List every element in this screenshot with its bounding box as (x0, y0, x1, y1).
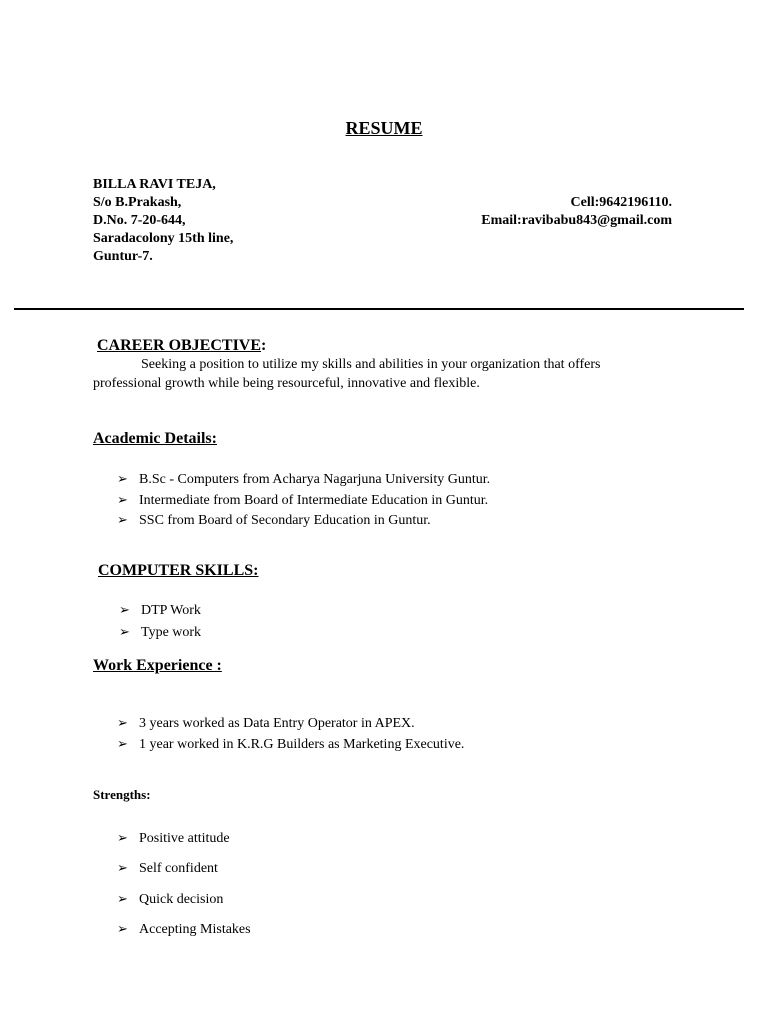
list-item (117, 490, 490, 511)
list-item (119, 600, 201, 622)
computer-skills-heading: COMPUTER SKILLS: (98, 562, 259, 579)
career-objective-heading-text: CAREER OBJECTIVE (97, 337, 262, 354)
skills-list (119, 600, 201, 643)
arrow-bullet-icon: ➢ (117, 736, 128, 751)
list-item (117, 510, 490, 531)
arrow-bullet-icon: ➢ (117, 471, 128, 486)
academic-item: SSC from Board of Secondary Education in Guntur. (139, 513, 431, 528)
experience-item: 1 year worked in K.R.G Builders as Marketing Executive. (139, 737, 465, 752)
contact-door: D.No. 7-20-644, (93, 213, 186, 228)
work-experience-heading: Work Experience : (93, 657, 222, 674)
strengths-list (117, 823, 251, 944)
contact-city: Guntur-7. (93, 249, 153, 264)
divider (14, 308, 744, 310)
strength-item: Self confident (139, 861, 218, 877)
list-item (117, 853, 251, 883)
skill-item: Type work (141, 624, 202, 640)
arrow-bullet-icon: ➢ (117, 890, 128, 906)
arrow-bullet-icon: ➢ (117, 830, 128, 845)
list-item (117, 734, 464, 755)
list-item (117, 823, 251, 853)
experience-item: 3 years worked as Data Entry Operator in APEX. (139, 716, 415, 731)
list-item (117, 713, 464, 734)
academic-item: B.Sc - Computers from Acharya Nagarjuna University Guntur. (139, 472, 491, 487)
page-title: RESUME (345, 118, 423, 138)
career-objective-line-1: Seeking a position to utilize my skills and abilities in your organization that offers (141, 357, 601, 372)
contact-name: BILLA RAVI TEJA, (93, 177, 216, 192)
contact-email: Email:ravibabu843@gmail.com (481, 213, 672, 228)
arrow-bullet-icon: ➢ (117, 715, 128, 730)
academic-item: Intermediate from Board of Intermediate Education in Guntur. (139, 492, 489, 508)
contact-block (93, 176, 233, 266)
list-item (117, 914, 251, 944)
arrow-bullet-icon: ➢ (117, 920, 128, 936)
contact-street: Saradacolony 15th line, (93, 231, 234, 246)
arrow-bullet-icon: ➢ (119, 602, 130, 617)
arrow-bullet-icon: ➢ (117, 860, 128, 876)
academic-heading: Academic Details: (93, 430, 217, 447)
career-objective-heading (97, 337, 266, 355)
academic-list (117, 469, 490, 531)
strength-item: Accepting Mistakes (139, 921, 251, 937)
contact-right (481, 194, 672, 230)
strength-item: Positive attitude (139, 831, 230, 846)
career-objective-colon: : (261, 337, 267, 354)
contact-cell: Cell:9642196110. (570, 195, 672, 210)
arrow-bullet-icon: ➢ (117, 512, 128, 527)
experience-list (117, 713, 464, 755)
list-item (117, 884, 251, 914)
arrow-bullet-icon: ➢ (117, 491, 128, 507)
contact-father: S/o B.Prakash, (93, 195, 182, 210)
career-objective-line-2: professional growth while being resourceful, innovative and flexible. (93, 376, 480, 391)
strengths-heading: Strengths: (93, 787, 151, 802)
list-item (119, 622, 201, 644)
strength-item: Quick decision (139, 891, 224, 907)
list-item (117, 469, 490, 490)
arrow-bullet-icon: ➢ (119, 623, 130, 639)
skill-item: DTP Work (141, 603, 201, 618)
